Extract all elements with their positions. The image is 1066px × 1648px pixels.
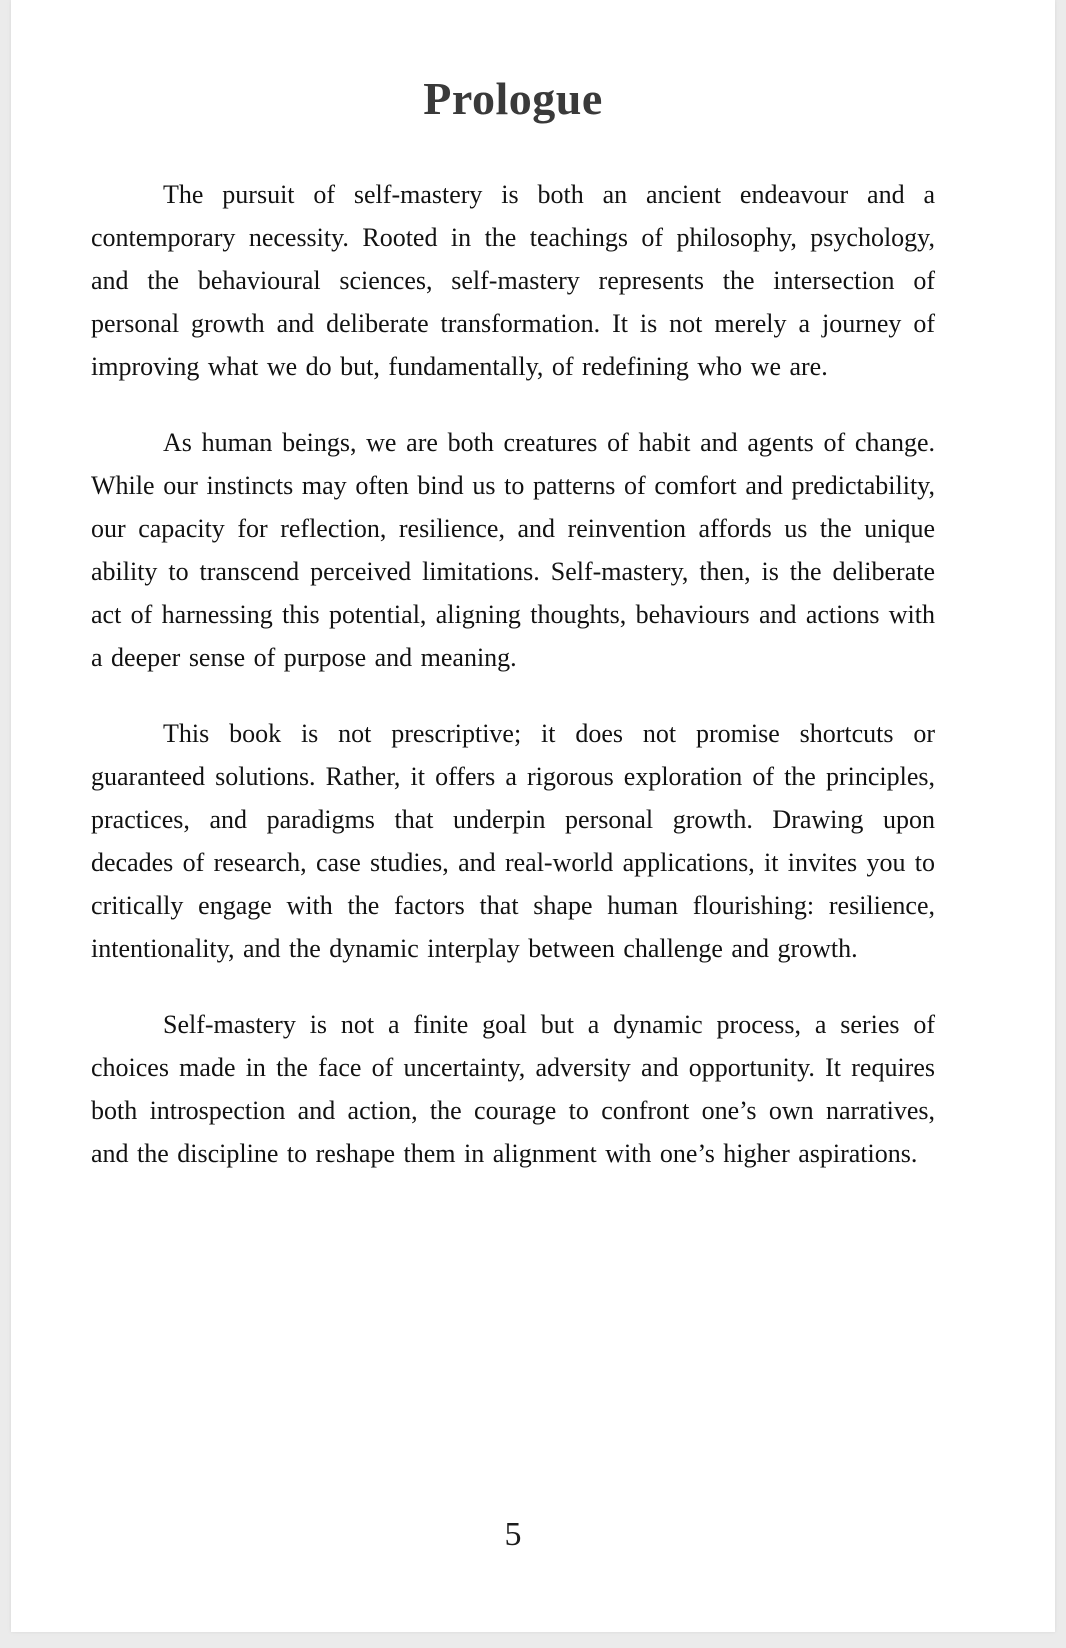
paragraph-4: Self-mastery is not a finite goal but a dynamic process, a series of choices made in the face of uncertainty, adversity and opportunity. It requires both introspection and action, the courage to confront one’s own narratives, and the discipline to reshape them in alignment with one’s higher aspirations.: [91, 1010, 935, 1168]
paragraph-1: The pursuit of self-mastery is both an ancient endeavour and a contemporary necessity. Rooted in the teachings of philosophy, psychology, and the behavioural sciences, self-mastery represents the intersection of personal growth and deliberate transformation. It is not merely a journey of improving what we do but, fundamentally, of redefining who we are.: [91, 180, 935, 381]
paragraph-2: As human beings, we are both creatures of habit and agents of change. While our instincts may often bind us to patterns of comfort and predictability, our capacity for reflection, resilience, and reinvention affords us the unique ability to transcend perceived limitations. Self-mastery, then, is the deliberate act of harnessing this potential, aligning thoughts, behaviours and actions with a deeper sense of purpose and meaning.: [91, 428, 935, 672]
page-title: Prologue: [423, 73, 603, 124]
paragraph-3: This book is not prescriptive; it does not promise shortcuts or guaranteed solutions. Rather, it offers a rigorous exploration of the principles, practices, and paradigms that underpin personal growth. Drawing upon decades of research, case studies, and real-world applications, it invites you to critically engage with the factors that shape human flourishing: resilience, intentionality, and the dynamic interplay between challenge and growth.: [91, 719, 935, 963]
book-page: [11, 0, 1055, 1632]
page-number: 5: [504, 1516, 522, 1553]
